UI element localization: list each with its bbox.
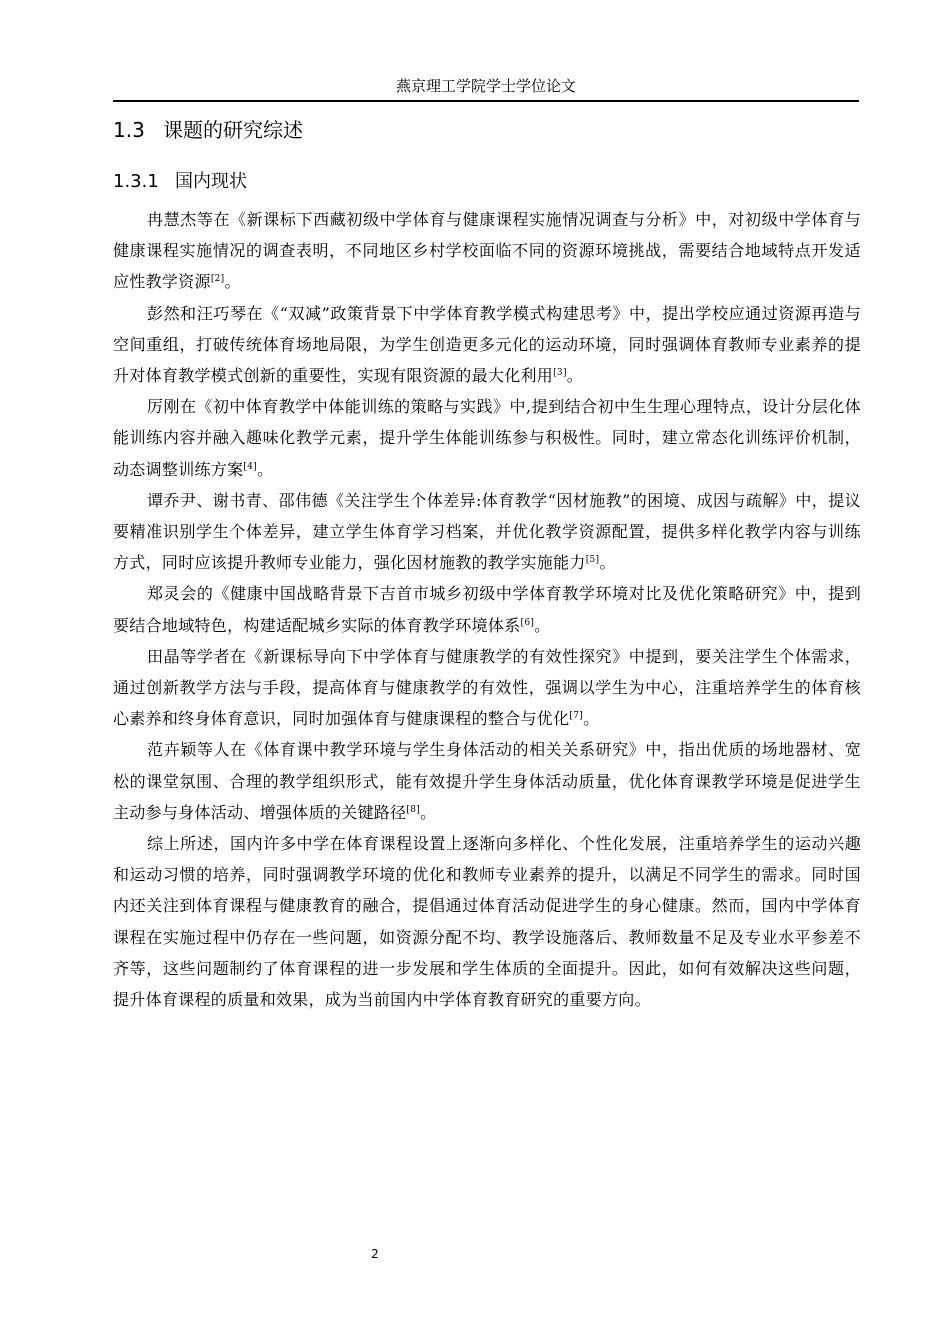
paragraph-text: 彭然和汪巧琴在《“双减”政策背景下中学体育教学模式构建思考》中，提出学校应通过资源再造与空间重组，打破传统体育场地局限，为学生创造更多元化的运动环境，同时强调体育教师专业素养的提升对体育教学模式创新的重要性，实现有限资源的最大化利用 (113, 303, 861, 386)
citation-ref: [8] (406, 804, 421, 815)
section-number: 1.3 (113, 118, 145, 142)
paragraph-text: 冉慧杰等在《新课标下西藏初级中学体育与健康课程实施情况调查与分析》中，对初级中学体育与健康课程实施情况的调查表明，不同地区乡村学校面临不同的资源环境挑战，需要结合地域特点开发适应性教学资源 (113, 210, 861, 292)
paragraph (113, 204, 861, 298)
running-header: 燕京理工学院学士学位论文 (395, 77, 576, 95)
citation-ref: [5] (585, 555, 600, 566)
paragraph-end: 。 (257, 459, 274, 479)
citation-ref: [2] (210, 274, 225, 285)
paragraph (113, 828, 861, 1015)
subsection-number: 1.3.1 (113, 171, 159, 192)
paragraph-text: 厉刚在《初中体育教学中体能训练的策略与实践》中,提到结合初中生生理心理特点，设计分层化体能训练内容并融入趣味化教学元素，提升学生体能训练参与积极性。同时，建立常态化训练评价机制，动态调整训练方案 (113, 397, 861, 479)
paragraph-end: 。 (599, 553, 616, 573)
subsection-title: 国内现状 (175, 171, 247, 192)
paragraph (113, 734, 861, 828)
section-heading (113, 116, 303, 144)
paragraph (113, 485, 861, 579)
paragraph-end: 。 (566, 366, 584, 386)
paragraph-text: 谭乔尹、谢书青、邵伟德《关注学生个体差异:体育教学“因材施教”的困境、成因与疏解》中，提议要精准识别学生个体差异，建立学生体育学习档案，并优化教学资源配置，提供多样化教学内容与训练方式，同时应该提升教师专业能力，强化因材施教的教学实施能力 (113, 490, 861, 573)
paragraph-end: 。 (420, 802, 437, 822)
page-number: 2 (371, 1247, 379, 1261)
body-text (113, 204, 861, 1015)
paragraph (113, 391, 861, 485)
paragraph (113, 578, 861, 640)
paragraph (113, 298, 861, 392)
citation-ref: [4] (243, 461, 258, 472)
paragraph (113, 641, 861, 735)
paragraph-text: 田晶等学者在《新课标导向下中学体育与健康教学的有效性探究》中提到，要关注学生个体需求，通过创新教学方法与手段，提高体育与健康教学的有效性，强调以学生为中心，注重培养学生的体育核心素养和终身体育意识，同时加强体育与健康课程的整合与优化 (113, 646, 861, 729)
citation-ref: [3] (553, 368, 567, 379)
paragraph-text: 综上所述，国内许多中学在体育课程设置上逐渐向多样化、个性化发展，注重培养学生的运动兴趣和运动习惯的培养，同时强调教学环境的优化和教师专业素养的提升，以满足不同学生的需求。同时国内还关注到体育课程与健康教育的融合，提倡通过体育活动促进学生的身心健康。然而，国内中学体育课程在实施过程中仍存在一些问题，如资源分配不均、教学设施落后、教师数量不足及专业水平参差不齐等，这些问题制约了体育课程的进一步发展和学生体质的全面提升。因此，如何有效解决这些问题，提升体育课程的质量和效果，成为当前国内中学体育教育研究的重要方向。 (113, 834, 861, 1010)
section-title: 课题的研究综述 (163, 118, 303, 142)
header-rule (113, 100, 859, 102)
paragraph-text: 郑灵会的《健康中国战略背景下吉首市城乡初级中学体育教学环境对比及优化策略研究》中，提到要结合地域特色，构建适配城乡实际的体育教学环境体系 (113, 584, 861, 635)
paragraph-end: 。 (224, 272, 241, 292)
citation-ref: [6] (520, 617, 535, 628)
citation-ref: [7] (569, 711, 584, 722)
paragraph-text: 范卉颖等人在《体育课中教学环境与学生身体活动的相关关系研究》中，指出优质的场地器材、宽松的课堂氛围、合理的教学组织形式，能有效提升学生身体活动质量，优化体育课教学环境是促进学生主动参与身体活动、增强体质的关键路径 (113, 740, 861, 822)
subsection-heading (113, 168, 247, 196)
paragraph-end: 。 (583, 709, 600, 729)
paragraph-end: 。 (534, 615, 551, 635)
